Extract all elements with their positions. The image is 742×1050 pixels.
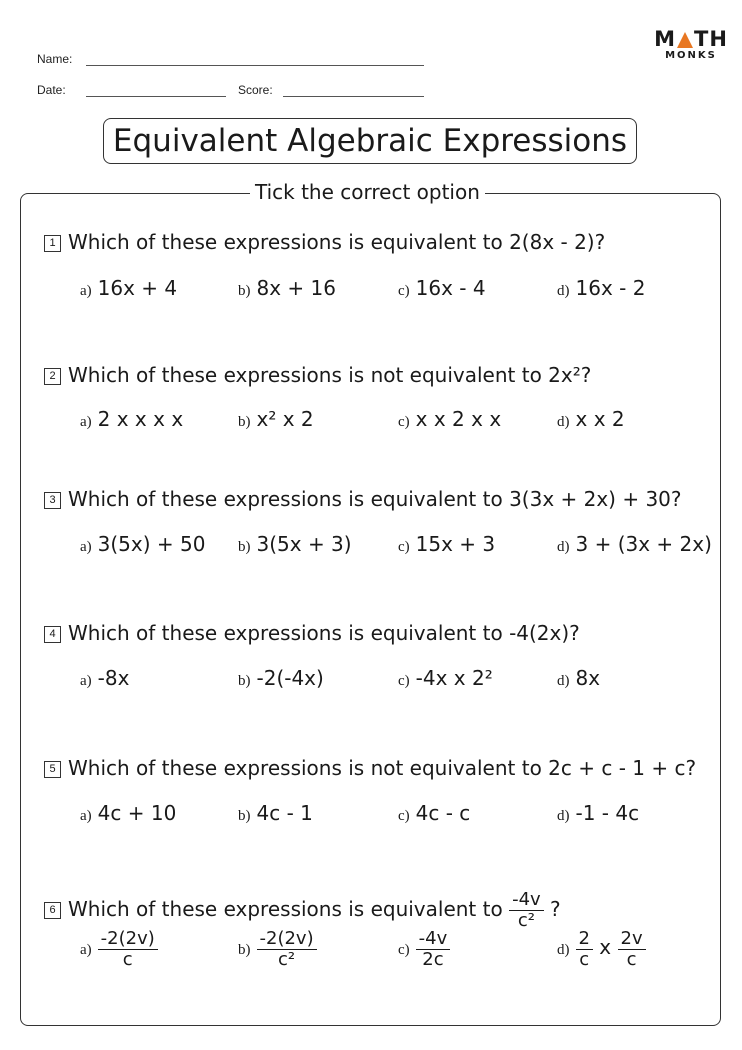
question-text: Which of these expressions is equivalent to: [68, 897, 503, 921]
question-number-box[interactable]: 2: [44, 368, 61, 385]
option-4-b[interactable]: [238, 666, 324, 690]
question-5: [44, 756, 696, 780]
score-label: Score:: [238, 83, 273, 97]
question-1: [44, 230, 605, 254]
question-text: Which of these expressions is equivalent to 3(3x + 2x) + 30?: [68, 487, 682, 511]
option-5-d[interactable]: [557, 801, 639, 825]
question-fraction: [509, 890, 544, 931]
page-title: Equivalent Algebraic Expressions: [103, 118, 637, 164]
option-value: 16x - 2: [575, 276, 646, 300]
name-label: Name:: [37, 52, 73, 66]
option-label: d): [557, 414, 570, 430]
option-value: 3 + (3x + 2x): [575, 532, 712, 556]
option-value: 4c - c: [415, 801, 471, 825]
option-operator: x: [592, 935, 618, 959]
option-3-a[interactable]: [80, 532, 205, 556]
option-fraction-numerator: -4v: [416, 929, 451, 950]
option-label: a): [80, 673, 92, 689]
question-number-box[interactable]: 3: [44, 492, 61, 509]
option-2-b[interactable]: [238, 407, 314, 431]
option-label: d): [557, 673, 570, 689]
option-label: c): [398, 283, 410, 299]
option-4-d[interactable]: [557, 666, 600, 690]
option-label: b): [238, 539, 251, 555]
option-value: -8x: [97, 666, 130, 690]
option-label: c): [398, 414, 410, 430]
option-value: 16x + 4: [97, 276, 178, 300]
option-label: b): [238, 808, 251, 824]
option-3-d[interactable]: [557, 532, 712, 556]
option-4-c[interactable]: [398, 666, 493, 690]
option-2-c[interactable]: [398, 407, 501, 431]
option-value: 4c - 1: [256, 801, 313, 825]
option-6-d[interactable]: [557, 929, 646, 970]
option-fraction: [576, 929, 593, 970]
option-fraction-denominator: c²: [277, 949, 296, 970]
option-value: x² x 2: [256, 407, 314, 431]
option-3-c[interactable]: [398, 532, 495, 556]
logo-subtext: MONKS: [665, 50, 717, 61]
option-fraction-numerator: 2: [576, 929, 593, 950]
option-1-b[interactable]: [238, 276, 336, 300]
option-fraction-numerator: -2(2v): [98, 929, 158, 950]
question-6: [44, 890, 561, 931]
option-fraction-denominator: c: [122, 949, 133, 970]
option-2-d[interactable]: [557, 407, 625, 431]
option-fraction-denominator: 2c: [422, 949, 444, 970]
option-label: a): [80, 942, 92, 958]
question-fraction-denominator: c²: [517, 910, 535, 931]
score-field[interactable]: [283, 96, 424, 97]
option-1-a[interactable]: [80, 276, 177, 300]
option-value: -1 - 4c: [575, 801, 640, 825]
option-value: 8x: [575, 666, 601, 690]
option-value: x x 2 x x: [415, 407, 502, 431]
option-4-a[interactable]: [80, 666, 129, 690]
option-value: 4c + 10: [97, 801, 177, 825]
logo-text-right: TH: [694, 27, 728, 51]
question-text: Which of these expressions is equivalent to 2(8x - 2)?: [68, 230, 606, 254]
question-tail: ?: [543, 897, 561, 921]
option-label: b): [238, 283, 251, 299]
question-number-box[interactable]: 4: [44, 626, 61, 643]
option-fraction: [98, 929, 158, 970]
option-fraction: [416, 929, 451, 970]
question-number-box[interactable]: 6: [44, 902, 61, 919]
option-fraction-denominator: c: [579, 949, 590, 970]
question-3: [44, 487, 682, 511]
option-fraction: [257, 929, 317, 970]
option-value: 8x + 16: [256, 276, 336, 300]
logo-text-left: M: [654, 27, 676, 51]
option-value: 3(5x) + 50: [97, 532, 206, 556]
option-value: -4x x 2²: [415, 666, 493, 690]
option-fraction-2-denominator: c: [626, 949, 637, 970]
option-fraction-2: [618, 929, 646, 970]
option-5-a[interactable]: [80, 801, 176, 825]
option-label: b): [238, 673, 251, 689]
date-field[interactable]: [86, 96, 226, 97]
option-value: 3(5x + 3): [256, 532, 352, 556]
question-text: Which of these expressions is not equivalent to 2c + c - 1 + c?: [68, 756, 697, 780]
logo-triangle-icon: [677, 32, 693, 48]
question-fraction-numerator: -4v: [509, 890, 544, 911]
option-label: d): [557, 283, 570, 299]
option-value: x x 2: [575, 407, 625, 431]
question-4: [44, 621, 580, 645]
option-6-b[interactable]: [238, 929, 317, 970]
instruction-text: Tick the correct option: [250, 178, 485, 206]
option-label: c): [398, 808, 410, 824]
option-1-d[interactable]: [557, 276, 645, 300]
question-number-box[interactable]: 5: [44, 761, 61, 778]
option-label: b): [238, 414, 251, 430]
question-text: Which of these expressions is not equivalent to 2x²?: [68, 363, 592, 387]
option-label: d): [557, 539, 570, 555]
option-label: a): [80, 414, 92, 430]
option-label: c): [398, 673, 410, 689]
date-label: Date:: [37, 83, 66, 97]
option-1-c[interactable]: [398, 276, 486, 300]
option-value: 2 x x x x: [97, 407, 184, 431]
option-value: 16x - 4: [415, 276, 486, 300]
question-text: Which of these expressions is equivalent to -4(2x)?: [68, 621, 580, 645]
option-fraction-numerator: -2(2v): [257, 929, 317, 950]
option-6-a[interactable]: [80, 929, 158, 970]
option-fraction-2-numerator: 2v: [618, 929, 646, 950]
option-label: d): [557, 808, 570, 824]
option-label: a): [80, 539, 92, 555]
option-3-b[interactable]: [238, 532, 352, 556]
question-number-box[interactable]: 1: [44, 235, 61, 252]
option-label: b): [238, 942, 251, 958]
option-label: d): [557, 942, 570, 958]
option-value: 15x + 3: [415, 532, 496, 556]
option-label: a): [80, 808, 92, 824]
option-5-b[interactable]: [238, 801, 313, 825]
option-label: c): [398, 539, 410, 555]
option-label: c): [398, 942, 410, 958]
option-2-a[interactable]: [80, 407, 183, 431]
math-monks-logo: [656, 28, 726, 62]
question-2: [44, 363, 591, 387]
option-value: -2(-4x): [256, 666, 324, 690]
name-field[interactable]: [86, 65, 424, 66]
option-5-c[interactable]: [398, 801, 470, 825]
option-6-c[interactable]: [398, 929, 450, 970]
option-label: a): [80, 283, 92, 299]
